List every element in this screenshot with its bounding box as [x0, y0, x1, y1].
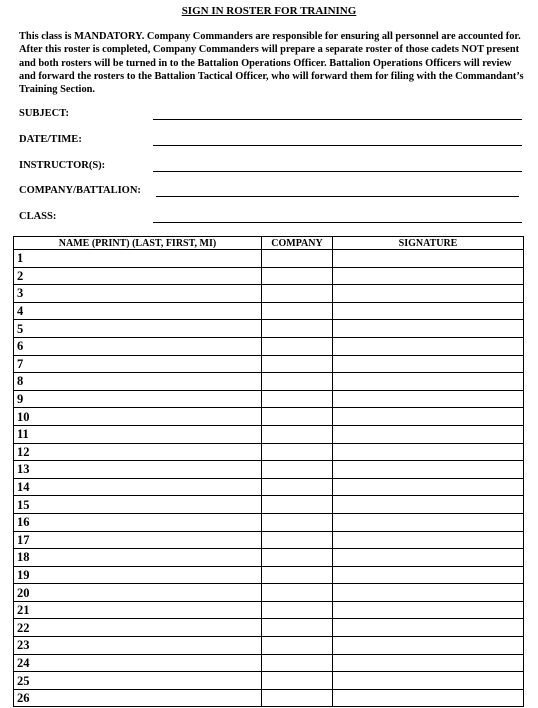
signature-cell[interactable]	[333, 443, 524, 461]
name-cell[interactable]: 23	[14, 637, 262, 655]
signature-cell[interactable]	[333, 478, 524, 496]
class-field	[19, 207, 522, 223]
name-cell[interactable]: 6	[14, 337, 262, 355]
signature-cell[interactable]	[333, 408, 524, 426]
table-row	[14, 654, 524, 672]
company-column-header: COMPANY	[262, 237, 333, 250]
company-cell[interactable]	[262, 689, 333, 707]
company-cell[interactable]	[262, 619, 333, 637]
table-row	[14, 267, 524, 285]
company-cell[interactable]	[262, 531, 333, 549]
signature-cell[interactable]	[333, 337, 524, 355]
company-cell[interactable]	[262, 654, 333, 672]
name-cell[interactable]: 16	[14, 513, 262, 531]
company-cell[interactable]	[262, 637, 333, 655]
table-row	[14, 373, 524, 391]
name-cell[interactable]: 4	[14, 302, 262, 320]
signature-cell[interactable]	[333, 566, 524, 584]
name-cell[interactable]: 14	[14, 478, 262, 496]
table-row	[14, 250, 524, 268]
company-battalion-field	[19, 181, 522, 197]
name-cell[interactable]: 15	[14, 496, 262, 514]
company-cell[interactable]	[262, 425, 333, 443]
subject-line[interactable]	[153, 119, 522, 120]
signature-cell[interactable]	[333, 461, 524, 479]
instructors-line[interactable]	[153, 171, 522, 172]
company-cell[interactable]	[262, 373, 333, 391]
name-cell[interactable]: 2	[14, 267, 262, 285]
table-row	[14, 461, 524, 479]
table-row	[14, 637, 524, 655]
table-row	[14, 619, 524, 637]
name-cell[interactable]: 9	[14, 390, 262, 408]
company-cell[interactable]	[262, 496, 333, 514]
name-cell[interactable]: 25	[14, 672, 262, 690]
table-row	[14, 390, 524, 408]
subject-label: SUBJECT:	[19, 108, 69, 119]
table-row	[14, 285, 524, 303]
name-cell[interactable]: 17	[14, 531, 262, 549]
table-row	[14, 443, 524, 461]
company-battalion-line[interactable]	[156, 196, 519, 197]
table-row	[14, 584, 524, 602]
signature-cell[interactable]	[333, 549, 524, 567]
company-cell[interactable]	[262, 584, 333, 602]
table-row	[14, 531, 524, 549]
signature-cell[interactable]	[333, 601, 524, 619]
name-cell[interactable]: 20	[14, 584, 262, 602]
company-cell[interactable]	[262, 478, 333, 496]
name-cell[interactable]: 8	[14, 373, 262, 391]
company-cell[interactable]	[262, 355, 333, 373]
table-row	[14, 337, 524, 355]
table-row	[14, 513, 524, 531]
table-row	[14, 566, 524, 584]
signature-cell[interactable]	[333, 689, 524, 707]
company-cell[interactable]	[262, 443, 333, 461]
class-line[interactable]	[153, 222, 522, 223]
company-cell[interactable]	[262, 672, 333, 690]
datetime-line[interactable]	[153, 145, 522, 146]
signature-cell[interactable]	[333, 320, 524, 338]
table-row	[14, 549, 524, 567]
name-cell[interactable]: 1	[14, 250, 262, 268]
signature-cell[interactable]	[333, 654, 524, 672]
company-cell[interactable]	[262, 267, 333, 285]
table-row	[14, 320, 524, 338]
name-cell[interactable]: 10	[14, 408, 262, 426]
signature-cell[interactable]	[333, 513, 524, 531]
name-cell[interactable]: 21	[14, 601, 262, 619]
table-row	[14, 408, 524, 426]
name-cell[interactable]: 3	[14, 285, 262, 303]
company-cell[interactable]	[262, 601, 333, 619]
roster-header-row	[14, 237, 524, 250]
signature-cell[interactable]	[333, 619, 524, 637]
company-battalion-label: COMPANY/BATTALION:	[19, 185, 141, 196]
instructors-field	[19, 156, 522, 172]
name-cell[interactable]: 19	[14, 566, 262, 584]
name-cell[interactable]: 12	[14, 443, 262, 461]
company-cell[interactable]	[262, 513, 333, 531]
signature-column-header: SIGNATURE	[333, 237, 524, 250]
signature-cell[interactable]	[333, 285, 524, 303]
table-row	[14, 355, 524, 373]
signature-cell[interactable]	[333, 373, 524, 391]
table-row	[14, 496, 524, 514]
table-row	[14, 302, 524, 320]
roster-table	[13, 236, 524, 707]
signature-cell[interactable]	[333, 250, 524, 268]
signature-cell[interactable]	[333, 531, 524, 549]
company-cell[interactable]	[262, 302, 333, 320]
signature-cell[interactable]	[333, 672, 524, 690]
name-cell[interactable]: 22	[14, 619, 262, 637]
datetime-label: DATE/TIME:	[19, 134, 82, 145]
signature-cell[interactable]	[333, 302, 524, 320]
company-cell[interactable]	[262, 250, 333, 268]
name-cell[interactable]: 7	[14, 355, 262, 373]
instructors-label: INSTRUCTOR(S):	[19, 160, 106, 171]
table-row	[14, 478, 524, 496]
name-cell[interactable]: 26	[14, 689, 262, 707]
intro-paragraph: This class is MANDATORY. Company Commanders are responsible for ensuring all personnel are accounted for. After this roster is completed, Company Commanders will prepare a separate roster of those cadets NOT present and both rosters will be turned in to the Battalion Operations Officer. Battalion Operations Officers will review and forward the rosters to the Battalion Tactical Officer, who will forward them for filing with the Commandant’s Training Section.	[19, 31, 524, 96]
table-row	[14, 689, 524, 707]
roster-body	[14, 250, 524, 707]
company-cell[interactable]	[262, 337, 333, 355]
signature-cell[interactable]	[333, 637, 524, 655]
signature-cell[interactable]	[333, 390, 524, 408]
signature-cell[interactable]	[333, 496, 524, 514]
name-cell[interactable]: 13	[14, 461, 262, 479]
class-label: CLASS:	[19, 211, 57, 222]
signature-cell[interactable]	[333, 425, 524, 443]
company-cell[interactable]	[262, 566, 333, 584]
table-row	[14, 601, 524, 619]
name-cell[interactable]: 24	[14, 654, 262, 672]
signature-cell[interactable]	[333, 584, 524, 602]
company-cell[interactable]	[262, 408, 333, 426]
company-cell[interactable]	[262, 549, 333, 567]
company-cell[interactable]	[262, 390, 333, 408]
company-cell[interactable]	[262, 461, 333, 479]
page-title: SIGN IN ROSTER FOR TRAINING	[181, 5, 357, 17]
name-column-header: NAME (PRINT) (LAST, FIRST, MI)	[14, 237, 262, 250]
name-cell[interactable]: 18	[14, 549, 262, 567]
signature-cell[interactable]	[333, 267, 524, 285]
signature-cell[interactable]	[333, 355, 524, 373]
company-cell[interactable]	[262, 285, 333, 303]
table-row	[14, 425, 524, 443]
table-row	[14, 672, 524, 690]
name-cell[interactable]: 11	[14, 425, 262, 443]
subject-field	[19, 104, 522, 120]
datetime-field	[19, 130, 522, 146]
name-cell[interactable]: 5	[14, 320, 262, 338]
company-cell[interactable]	[262, 320, 333, 338]
